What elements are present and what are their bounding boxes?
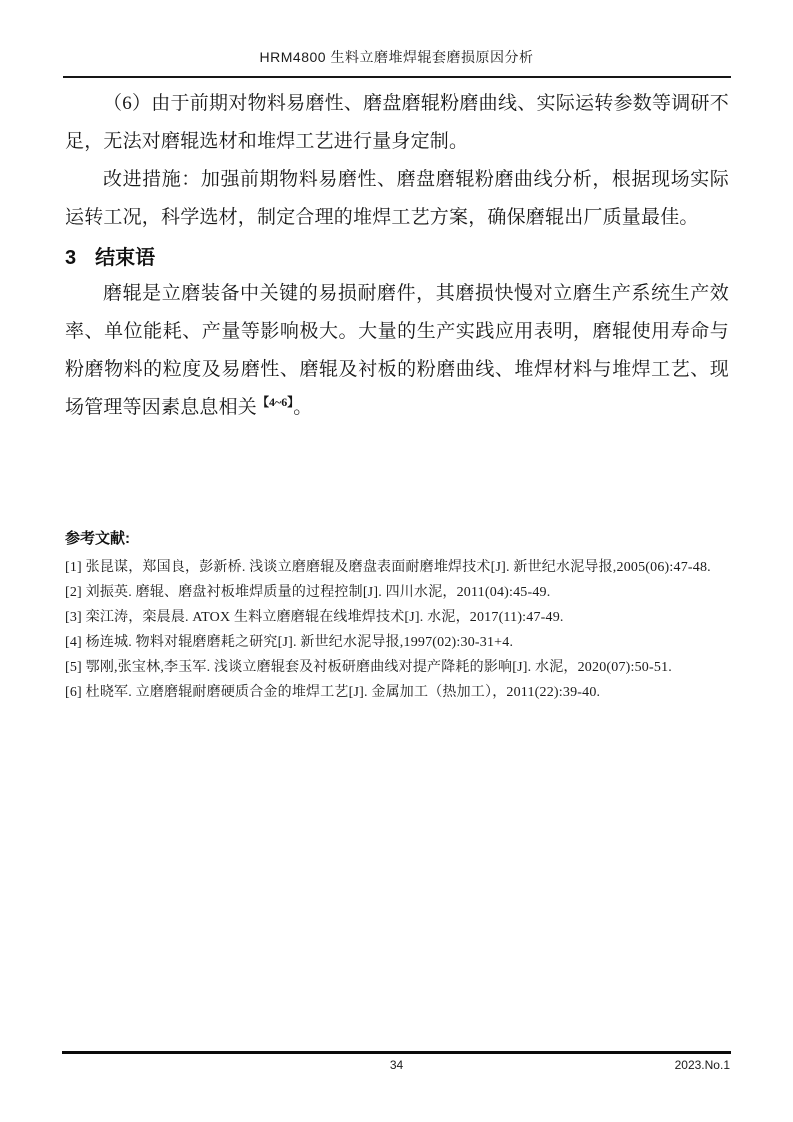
section-number: 3 [65, 247, 77, 269]
section-title: 结束语 [95, 247, 156, 269]
running-header-title: HRM4800 生料立磨堆焊辊套磨损原因分析 [259, 49, 534, 65]
reference-item: [5] 鄂刚,张宝林,李玉军. 浅谈立磨辊套及衬板研磨曲线对提产降耗的影响[J]. 水泥，2020(07):50-51. [65, 660, 672, 675]
references-section [65, 528, 729, 705]
footer-issue-label: 2023.No.1 [674, 1058, 730, 1072]
reference-item: [3] 栾江涛，栾晨晨. ATOX 生料立磨磨辊在线堆焊技术[J]. 水泥，2017(11):47-49. [65, 610, 564, 625]
paragraph-improvement-measures: 改进措施：加强前期物料易磨性、磨盘磨辊粉磨曲线分析，根据现场实际运转工况，科学选材，制定合理的堆焊工艺方案，确保磨辊出厂质量最佳。 [65, 169, 729, 228]
reference-item: [6] 杜晓军. 立磨磨辊耐磨硬质合金的堆焊工艺[J]. 金属加工（热加工），2011(22):39-40. [65, 685, 601, 700]
references-heading: 参考文献: [65, 530, 130, 547]
section-heading-conclusion [65, 243, 729, 273]
page-content [0, 78, 793, 705]
conclusion-text: 磨辊是立磨装备中关键的易损耐磨件，其磨损快慢对立磨生产系统生产效率、单位能耗、产量等影响极大。大量的生产实践应用表明，磨辊使用寿命与粉磨物料的粒度及易磨性、磨辊及衬板的粉磨曲线、堆焊材料与堆焊工艺、现场管理等因素息息相关 [65, 283, 729, 418]
paragraph-conclusion [65, 275, 729, 428]
conclusion-text-end: 。 [293, 397, 313, 418]
footer-rule [62, 1051, 731, 1054]
reference-item: [4] 杨连城. 物料对辊磨磨耗之研究[J]. 新世纪水泥导报,1997(02):30-31+4. [65, 635, 514, 650]
reference-item: [1] 张昆谋，郑国良，彭新桥. 浅谈立磨磨辊及磨盘表面耐磨堆焊技术[J]. 新世纪水泥导报,2005(06):47-48. [65, 560, 711, 575]
paragraph-item-6: （6）由于前期对物料易磨性、磨盘磨辊粉磨曲线、实际运转参数等调研不足，无法对磨辊选材和堆焊工艺进行量身定制。 [65, 93, 729, 152]
reference-item: [2] 刘振英. 磨辊、磨盘衬板堆焊质量的过程控制[J]. 四川水泥，2011(04):45-49. [65, 585, 551, 600]
citation-superscript: 【4~6】 [257, 395, 294, 409]
footer-page-number: 34 [389, 1058, 404, 1072]
